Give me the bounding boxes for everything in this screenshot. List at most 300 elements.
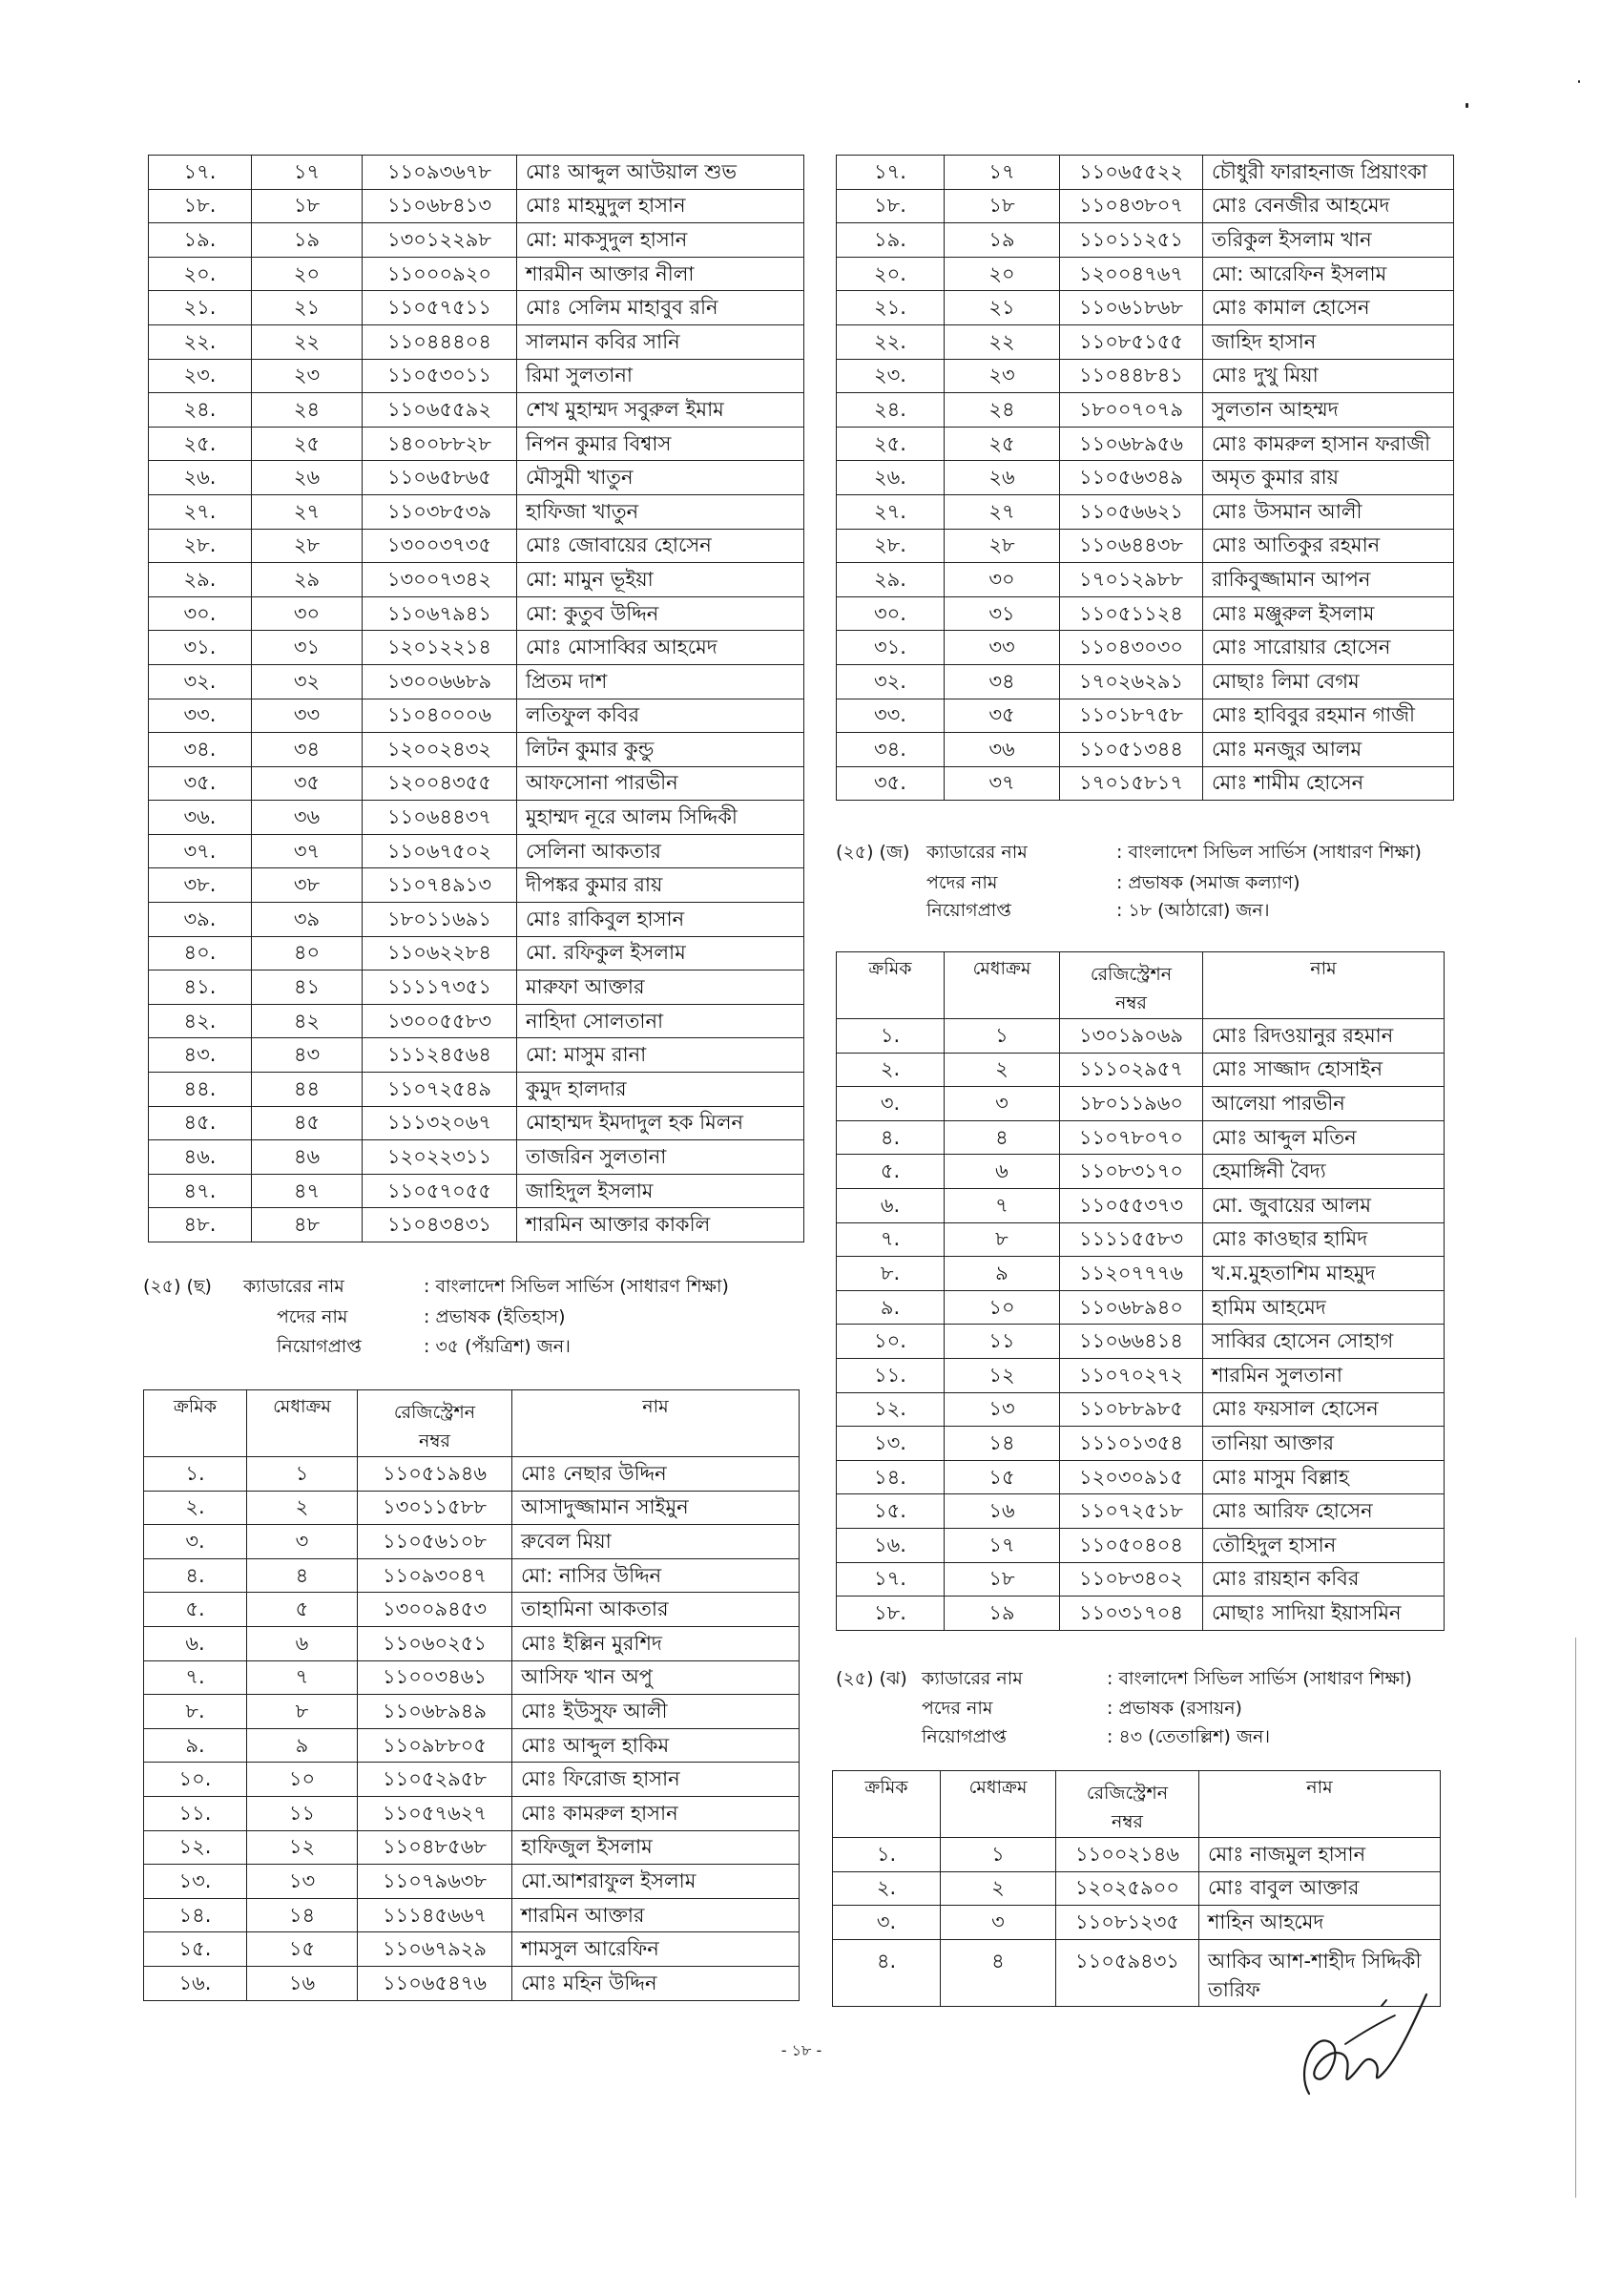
candidate-name-cell: মৌসুমী খাতুন [517, 461, 804, 495]
table-row [144, 1898, 800, 1932]
table-row [837, 291, 1454, 325]
serial-number-cell: ১১. [837, 1358, 945, 1392]
table-row [149, 596, 804, 631]
candidate-name-cell: মোঃ আব্দুল হাকিম [512, 1728, 800, 1763]
serial-number-cell: ৩. [144, 1525, 247, 1559]
registration-number-cell: ১১১০১৩৫৪ [1060, 1427, 1203, 1461]
registration-number-cell: ১১০৫৭০৫৫ [363, 1174, 517, 1208]
merit-rank-cell: ৪ [247, 1558, 358, 1593]
candidate-name-cell: মোঃ উসমান আলী [1203, 494, 1454, 529]
serial-number-cell: ৪৮. [149, 1208, 252, 1242]
candidate-name-cell: নিপন কুমার বিশ্বাস [517, 427, 804, 461]
registration-number-cell: ১১০৮৫১৫৫ [1060, 324, 1203, 359]
cadre-value: : বাংলাদেশ সিভিল সার্ভিস (সাধারণ শিক্ষা) [1116, 842, 1422, 863]
registration-number-cell: ১১০৪৩৮০৭ [1060, 189, 1203, 223]
merit-rank-cell: ৪০ [252, 936, 363, 971]
registration-number-cell: ১১০৪৩০৩০ [1060, 631, 1203, 665]
registration-number-cell: ১১২০৭৭৭৬ [1060, 1257, 1203, 1291]
table-row [837, 1460, 1445, 1494]
registration-header-line: রেজিস্ট্রেশন [1086, 1783, 1169, 1804]
table-row [837, 733, 1454, 767]
merit-rank-cell: ১৮ [252, 189, 363, 223]
registration-number-cell: ১১০৬২২৮৪ [363, 936, 517, 971]
table-row [149, 1208, 804, 1242]
candidate-name-cell: কুমুদ হালদার [517, 1073, 804, 1107]
candidate-name-cell: তরিকুল ইসলাম খান [1203, 223, 1454, 258]
table-row [837, 563, 1454, 597]
table-row [837, 324, 1454, 359]
serial-number-cell: ৩. [833, 1906, 941, 1940]
table-row [149, 936, 804, 971]
registration-number-cell: ১৪০০৮৮২৮ [363, 427, 517, 461]
registration-number-cell: ১১০৭২৫১৮ [1060, 1494, 1203, 1529]
candidate-name-cell: শারমিন সুলতানা [1203, 1358, 1445, 1392]
serial-number-cell: ৩. [837, 1087, 945, 1121]
serial-number-cell: ৩৪. [837, 733, 945, 767]
merit-list-table-previous-section-continued [148, 155, 804, 1242]
merit-rank-cell: ২০ [252, 257, 363, 291]
merit-rank-cell: ৩৯ [252, 903, 363, 937]
registration-number-cell: ১২০৩০৯১৫ [1060, 1460, 1203, 1494]
merit-rank-cell: ৪ [941, 1939, 1056, 2006]
registration-header [358, 1390, 512, 1457]
serial-number-cell: ১. [837, 1019, 945, 1054]
candidate-name-cell: জাহিদ হাসান [1203, 324, 1454, 359]
table-row [149, 223, 804, 258]
candidate-name-cell: মোহাম্মদ ইমদাদুল হক মিলন [517, 1106, 804, 1140]
serial-number-cell: ১৪. [144, 1898, 247, 1932]
serial-number-cell: ২৫. [837, 427, 945, 461]
registration-number-cell: ১১০৫৬৩৪৯ [1060, 461, 1203, 495]
registration-number-cell: ১১০৭২৫৪৯ [363, 1073, 517, 1107]
table-row [144, 1932, 800, 1967]
merit-rank-cell: ১২ [945, 1358, 1060, 1392]
registration-number-cell: ১১১১৭৩৫১ [363, 971, 517, 1005]
serial-number-cell: ৩৮. [149, 868, 252, 903]
merit-rank-cell: ১৪ [945, 1427, 1060, 1461]
table-header-row [144, 1390, 800, 1457]
merit-rank-cell: ৯ [945, 1257, 1060, 1291]
merit-list-table-jha [832, 1770, 1441, 2007]
table-row [833, 1871, 1441, 1906]
registration-number-cell: ১১০৬৭৯৪১ [363, 596, 517, 631]
registration-number-cell: ১১০০০৯২০ [363, 257, 517, 291]
candidate-name-cell: মোঃ মনজুর আলম [1203, 733, 1454, 767]
serial-number-cell: ৮. [144, 1695, 247, 1729]
serial-number-cell: ৩২. [837, 664, 945, 699]
registration-number-cell: ১১১৩২০৬৭ [363, 1106, 517, 1140]
candidate-name-cell: মোঃ হাবিবুর রহমান গাজী [1203, 699, 1454, 733]
serial-number-cell: ২৭. [837, 494, 945, 529]
merit-rank-cell: ৩০ [945, 563, 1060, 597]
registration-number-cell: ১৮০১১৯৬০ [1060, 1087, 1203, 1121]
merit-rank-cell: ২১ [945, 291, 1060, 325]
candidate-name-cell: আকিব আশ-শাহীদ সিদ্দিকী তারিফ [1199, 1939, 1441, 2006]
registration-number-cell: ১১০৪৩৪৩১ [363, 1208, 517, 1242]
registration-number-cell: ১১০৪৮৫৬৮ [358, 1830, 512, 1865]
table-row [837, 1257, 1445, 1291]
table-row [837, 1155, 1445, 1189]
merit-rank-cell: ১০ [247, 1763, 358, 1797]
candidate-name-cell: মোঃ আব্দুল মতিন [1203, 1120, 1445, 1155]
candidate-name-cell: মোঃ রিদওয়ানুর রহমান [1203, 1019, 1445, 1054]
section-jha-header [836, 1664, 1466, 1755]
candidate-name-cell: মোঃ মোসাব্বির আহমেদ [517, 631, 804, 665]
table-row [149, 1106, 804, 1140]
serial-number-cell: ১৯. [837, 223, 945, 258]
candidate-name-cell: দীপঙ্কর কুমার রায় [517, 868, 804, 903]
registration-number-cell: ১২০০৪৩৫৫ [363, 766, 517, 801]
serial-number-cell: ১৬. [144, 1966, 247, 2000]
appointed-value: : ৩৫ (পঁয়ত্রিশ) জন। [424, 1336, 571, 1357]
serial-number-cell: ৩০. [837, 596, 945, 631]
registration-number-cell: ১২০২৫৯০০ [1056, 1871, 1199, 1906]
merit-rank-cell: ৪২ [252, 1004, 363, 1038]
merit-rank-cell: ১ [247, 1457, 358, 1492]
table-row [149, 834, 804, 868]
table-row [149, 1004, 804, 1038]
registration-number-cell: ১১০৬৫৫২২ [1060, 156, 1203, 190]
merit-rank-cell: ১৯ [945, 1597, 1060, 1631]
candidate-name-cell: আফসোনা পারভীন [517, 766, 804, 801]
serial-number-cell: ৭. [144, 1660, 247, 1695]
cadre-label: ক্যাডারের নাম [243, 1276, 344, 1297]
table-row [149, 189, 804, 223]
candidate-name-cell: হেমাঙ্গিনী বৈদ্য [1203, 1155, 1445, 1189]
registration-number-cell: ১৩০১২২৯৮ [363, 223, 517, 258]
serial-number-cell: ১০. [144, 1763, 247, 1797]
registration-number-cell: ১১১২৪৫৬৪ [363, 1038, 517, 1073]
table-row [149, 868, 804, 903]
table-row [144, 1865, 800, 1899]
serial-number-cell: ৯. [144, 1728, 247, 1763]
table-row [144, 1695, 800, 1729]
table-row [837, 156, 1454, 190]
registration-number-cell: ১৭০১৫৮১৭ [1060, 766, 1203, 801]
merit-rank-cell: ৮ [945, 1222, 1060, 1257]
serial-number-cell: ১২. [144, 1830, 247, 1865]
registration-header-line: রেজিস্ট্রেশন [1090, 964, 1173, 985]
merit-rank-cell: ৪৮ [252, 1208, 363, 1242]
table-row [144, 1830, 800, 1865]
registration-number-cell: ১১০৫১৯৪৬ [358, 1457, 512, 1492]
registration-number-cell: ১৭০১২৯৮৮ [1060, 563, 1203, 597]
merit-rank-cell: ৩৪ [252, 733, 363, 767]
table-row [837, 257, 1454, 291]
candidate-name-cell: রিমা সুলতানা [517, 359, 804, 393]
table-row [837, 1494, 1445, 1529]
registration-number-cell: ১১০৬১৮৬৮ [1060, 291, 1203, 325]
serial-number-cell: ১১. [144, 1796, 247, 1830]
merit-rank-cell: ১১ [945, 1325, 1060, 1359]
serial-number-cell: ১৭. [837, 1562, 945, 1597]
registration-number-cell: ১১০৯৮৮০৫ [358, 1728, 512, 1763]
merit-rank-cell: ২ [945, 1053, 1060, 1087]
merit-rank-cell: ৩৩ [945, 631, 1060, 665]
serial-number-cell: ১৮. [837, 1597, 945, 1631]
candidate-name-cell: মোঃ কামরুল হাসান [512, 1796, 800, 1830]
serial-number-cell: ২৬. [149, 461, 252, 495]
section-label: (২৫) (ঝ) [836, 1668, 907, 1689]
table-row [149, 699, 804, 733]
scan-speck [1578, 80, 1580, 83]
registration-number-cell: ১১০৬৬৪১৪ [1060, 1325, 1203, 1359]
serial-number-cell: ৩০. [149, 596, 252, 631]
serial-number-cell: ৯. [837, 1290, 945, 1325]
serial-number-cell: ২১. [837, 291, 945, 325]
candidate-name-cell: মোঃ আরিফ হোসেন [1203, 1494, 1445, 1529]
serial-number-cell: ৩৭. [149, 834, 252, 868]
candidate-name-cell: মো: নাসির উদ্দিন [512, 1558, 800, 1593]
serial-number-cell: ৩২. [149, 664, 252, 699]
section-label: (২৫) (ছ) [143, 1276, 212, 1297]
table-row [149, 733, 804, 767]
merit-rank-cell: ৮ [247, 1695, 358, 1729]
merit-rank-cell: ২৮ [252, 529, 363, 563]
merit-rank-cell: ২৪ [945, 393, 1060, 428]
serial-number-cell: ৩৩. [149, 699, 252, 733]
serial-number-cell: ১৬. [837, 1528, 945, 1562]
merit-rank-cell: ২৪ [252, 393, 363, 428]
candidate-name-cell: মোঃ শামীম হোসেন [1203, 766, 1454, 801]
registration-number-cell: ১৩০০৬৬৮৯ [363, 664, 517, 699]
merit-rank-cell: ৩৮ [252, 868, 363, 903]
merit-header: মেধাক্রম [941, 1771, 1056, 1838]
registration-number-cell: ১১০৬৮৯৪৯ [358, 1695, 512, 1729]
candidate-name-cell: মোঃ ইউসুফ আলী [512, 1695, 800, 1729]
table-row [837, 1427, 1445, 1461]
candidate-name-cell: মুহাম্মদ নূরে আলম সিদ্দিকী [517, 801, 804, 835]
table-row [144, 1763, 800, 1797]
registration-number-cell: ১১০৯৩০৪৭ [358, 1558, 512, 1593]
post-value: : প্রভাষক (রসায়ন) [1107, 1698, 1242, 1719]
table-row [837, 189, 1454, 223]
table-row [837, 1087, 1445, 1121]
registration-number-cell: ১১০৮১২৩৫ [1056, 1906, 1199, 1940]
candidate-name-cell: আলেয়া পারভীন [1203, 1087, 1445, 1121]
registration-number-cell: ১১০৩১৭০৪ [1060, 1597, 1203, 1631]
merit-rank-cell: ২২ [945, 324, 1060, 359]
table-row [149, 1174, 804, 1208]
merit-rank-cell: ৪৪ [252, 1073, 363, 1107]
merit-rank-cell: ২৭ [945, 494, 1060, 529]
merit-rank-cell: ৯ [247, 1728, 358, 1763]
registration-number-cell: ১২০১২২১৪ [363, 631, 517, 665]
table-row [144, 1491, 800, 1525]
candidate-name-cell: মোঃ মহিন উদ্দিন [512, 1966, 800, 2000]
section-chha-header [143, 1272, 773, 1363]
table-row [144, 1728, 800, 1763]
candidate-name-cell: মোঃ নাজমুল হাসান [1199, 1838, 1441, 1872]
candidate-name-cell: মোঃ কাওছার হামিদ [1203, 1222, 1445, 1257]
registration-number-cell: ১১০৮৩৪০২ [1060, 1562, 1203, 1597]
candidate-name-cell: মোঃ রাকিবুল হাসান [517, 903, 804, 937]
serial-number-cell: ৪০. [149, 936, 252, 971]
candidate-name-cell: খ.ম.মুহতাশিম মাহমুদ [1203, 1257, 1445, 1291]
merit-rank-cell: ১ [941, 1838, 1056, 1872]
merit-rank-cell: ২০ [945, 257, 1060, 291]
candidate-name-cell: মোঃ আব্দুল আউয়াল শুভ [517, 156, 804, 190]
registration-number-cell: ১১০৬৪৪৩৭ [363, 801, 517, 835]
table-row [144, 1593, 800, 1627]
merit-rank-cell: ৩ [941, 1906, 1056, 1940]
registration-number-cell: ১১০০২১৪৬ [1056, 1838, 1199, 1872]
registration-number-cell: ১৩০০৫৫৮৩ [363, 1004, 517, 1038]
table-row [837, 596, 1454, 631]
serial-number-cell: ২২. [149, 324, 252, 359]
table-row [837, 461, 1454, 495]
table-row [837, 1392, 1445, 1427]
merit-rank-cell: ৩২ [252, 664, 363, 699]
serial-number-cell: ১৫. [837, 1494, 945, 1529]
table-row [149, 291, 804, 325]
merit-rank-cell: ৩১ [252, 631, 363, 665]
merit-rank-cell: ৩৫ [945, 699, 1060, 733]
merit-list-table-chha-continued [836, 155, 1454, 801]
candidate-name-cell: মোঃ সাজ্জাদ হোসাইন [1203, 1053, 1445, 1087]
candidate-name-cell: মোঃ বেনজীর আহমেদ [1203, 189, 1454, 223]
serial-number-cell: ১৩. [837, 1427, 945, 1461]
merit-rank-cell: ১৬ [247, 1966, 358, 2000]
table-row [837, 529, 1454, 563]
candidate-name-cell: মো: মাসুম রানা [517, 1038, 804, 1073]
table-row [149, 156, 804, 190]
registration-number-cell: ১১০৬৭৯২৯ [358, 1932, 512, 1967]
merit-rank-cell: ২৭ [252, 494, 363, 529]
candidate-name-cell: মোঃ মাহমুদুল হাসান [517, 189, 804, 223]
merit-rank-cell: ২৬ [252, 461, 363, 495]
serial-number-cell: ৬. [144, 1626, 247, 1660]
serial-number-cell: ১০. [837, 1325, 945, 1359]
registration-number-cell: ১১০৭৮০৭০ [1060, 1120, 1203, 1155]
serial-number-cell: ২৩. [837, 359, 945, 393]
table-row [144, 1525, 800, 1559]
merit-list-table-chha [143, 1389, 800, 2001]
table-row [149, 393, 804, 428]
registration-number-cell: ১৮০১১৬৯১ [363, 903, 517, 937]
candidate-name-cell: নাহিদা সোলতানা [517, 1004, 804, 1038]
table-row [144, 1660, 800, 1695]
table-row [837, 664, 1454, 699]
serial-number-cell: ৪২. [149, 1004, 252, 1038]
registration-number-cell: ১১০৬০২৫১ [358, 1626, 512, 1660]
table-row [837, 1120, 1445, 1155]
registration-header-line: নম্বর [419, 1430, 450, 1451]
registration-number-cell: ১৩০১৯০৬৯ [1060, 1019, 1203, 1054]
serial-number-cell: ৩১. [837, 631, 945, 665]
section-ja-header [836, 838, 1466, 929]
serial-number-cell: ৫. [144, 1593, 247, 1627]
merit-rank-cell: ১ [945, 1019, 1060, 1054]
serial-number-cell: ১৮. [837, 189, 945, 223]
name-header: নাম [512, 1390, 800, 1457]
scan-speck [1466, 103, 1468, 108]
post-label: পদের নাম [926, 872, 998, 893]
registration-number-cell: ১১০৬৮৯৪০ [1060, 1290, 1203, 1325]
merit-rank-cell: ১৭ [252, 156, 363, 190]
registration-number-cell: ১২০২২৩১১ [363, 1140, 517, 1175]
serial-number-cell: ৩৫. [837, 766, 945, 801]
table-row [837, 359, 1454, 393]
candidate-name-cell: মো: কুতুব উদ্দিন [517, 596, 804, 631]
serial-number-cell: ৩৬. [149, 801, 252, 835]
serial-number-cell: ১. [833, 1838, 941, 1872]
merit-rank-cell: ২৬ [945, 461, 1060, 495]
merit-rank-cell: ২৯ [252, 563, 363, 597]
serial-number-cell: ৪. [837, 1120, 945, 1155]
serial-number-cell: ২৪. [837, 393, 945, 428]
registration-number-cell: ১১০৩৮৫৩৯ [363, 494, 517, 529]
table-row [149, 971, 804, 1005]
appointed-value: : ১৮ (আঠারো) জন। [1116, 900, 1270, 921]
merit-header: মেধাক্রম [247, 1390, 358, 1457]
merit-rank-cell: ৩৬ [252, 801, 363, 835]
candidate-name-cell: শারমিন আক্তার কাকলি [517, 1208, 804, 1242]
serial-number-cell: ৩৪. [149, 733, 252, 767]
post-label: পদের নাম [922, 1698, 993, 1719]
merit-rank-cell: ১১ [247, 1796, 358, 1830]
merit-header: মেধাক্রম [945, 952, 1060, 1019]
candidate-name-cell: প্রিতম দাশ [517, 664, 804, 699]
table-row [149, 359, 804, 393]
serial-number-cell: ৩১. [149, 631, 252, 665]
table-row [144, 1457, 800, 1492]
table-row [837, 1528, 1445, 1562]
registration-number-cell: ১১০১৮৭৫৮ [1060, 699, 1203, 733]
candidate-name-cell: লিটন কুমার কুন্ডু [517, 733, 804, 767]
serial-number-cell: ৬. [837, 1188, 945, 1222]
serial-number-cell: ৩৫. [149, 766, 252, 801]
candidate-name-cell: শারমিন আক্তার [512, 1898, 800, 1932]
registration-number-cell: ১১০৫৫৩৭৩ [1060, 1188, 1203, 1222]
table-row [149, 563, 804, 597]
registration-header-line: নম্বর [1112, 1811, 1143, 1832]
candidate-name-cell: মোঃ ইল্লিন মুরশিদ [512, 1626, 800, 1660]
serial-number-cell: ১৭. [837, 156, 945, 190]
registration-number-cell: ১১০৯৩৬৭৮ [363, 156, 517, 190]
table-row [837, 393, 1454, 428]
registration-number-cell: ১৩০০৯৪৫৩ [358, 1593, 512, 1627]
table-row [837, 223, 1454, 258]
table-row [149, 766, 804, 801]
serial-number-cell: ২৬. [837, 461, 945, 495]
table-row [149, 494, 804, 529]
serial-number-cell: ২. [833, 1871, 941, 1906]
cadre-value: : বাংলাদেশ সিভিল সার্ভিস (সাধারণ শিক্ষা) [424, 1276, 729, 1297]
merit-rank-cell: ১৪ [247, 1898, 358, 1932]
candidate-name-cell: মোঃ জোবায়ের হোসেন [517, 529, 804, 563]
serial-number-cell: ৪৫. [149, 1106, 252, 1140]
serial-number-cell: ১৮. [149, 189, 252, 223]
appointed-label: নিয়োগপ্রাপ্ত [926, 900, 1011, 921]
candidate-name-cell: মোছাঃ সাদিয়া ইয়াসমিন [1203, 1597, 1445, 1631]
merit-rank-cell: ১৩ [247, 1865, 358, 1899]
candidate-name-cell: মোঃ মাসুম বিল্লাহ [1203, 1460, 1445, 1494]
candidate-name-cell: তানিয়া আক্তার [1203, 1427, 1445, 1461]
table-row [149, 1140, 804, 1175]
registration-number-cell: ১১০৬৮৯৫৬ [1060, 427, 1203, 461]
registration-number-cell: ১১০৬৭৫০২ [363, 834, 517, 868]
table-row [837, 1358, 1445, 1392]
table-row [837, 1597, 1445, 1631]
merit-rank-cell: ৪৫ [252, 1106, 363, 1140]
registration-number-cell: ১১০৬৫৮৬৫ [363, 461, 517, 495]
merit-rank-cell: ২৫ [945, 427, 1060, 461]
serial-number-cell: ৪৪. [149, 1073, 252, 1107]
serial-number-cell: ৪১. [149, 971, 252, 1005]
merit-rank-cell: ১২ [247, 1830, 358, 1865]
table-row [837, 766, 1454, 801]
